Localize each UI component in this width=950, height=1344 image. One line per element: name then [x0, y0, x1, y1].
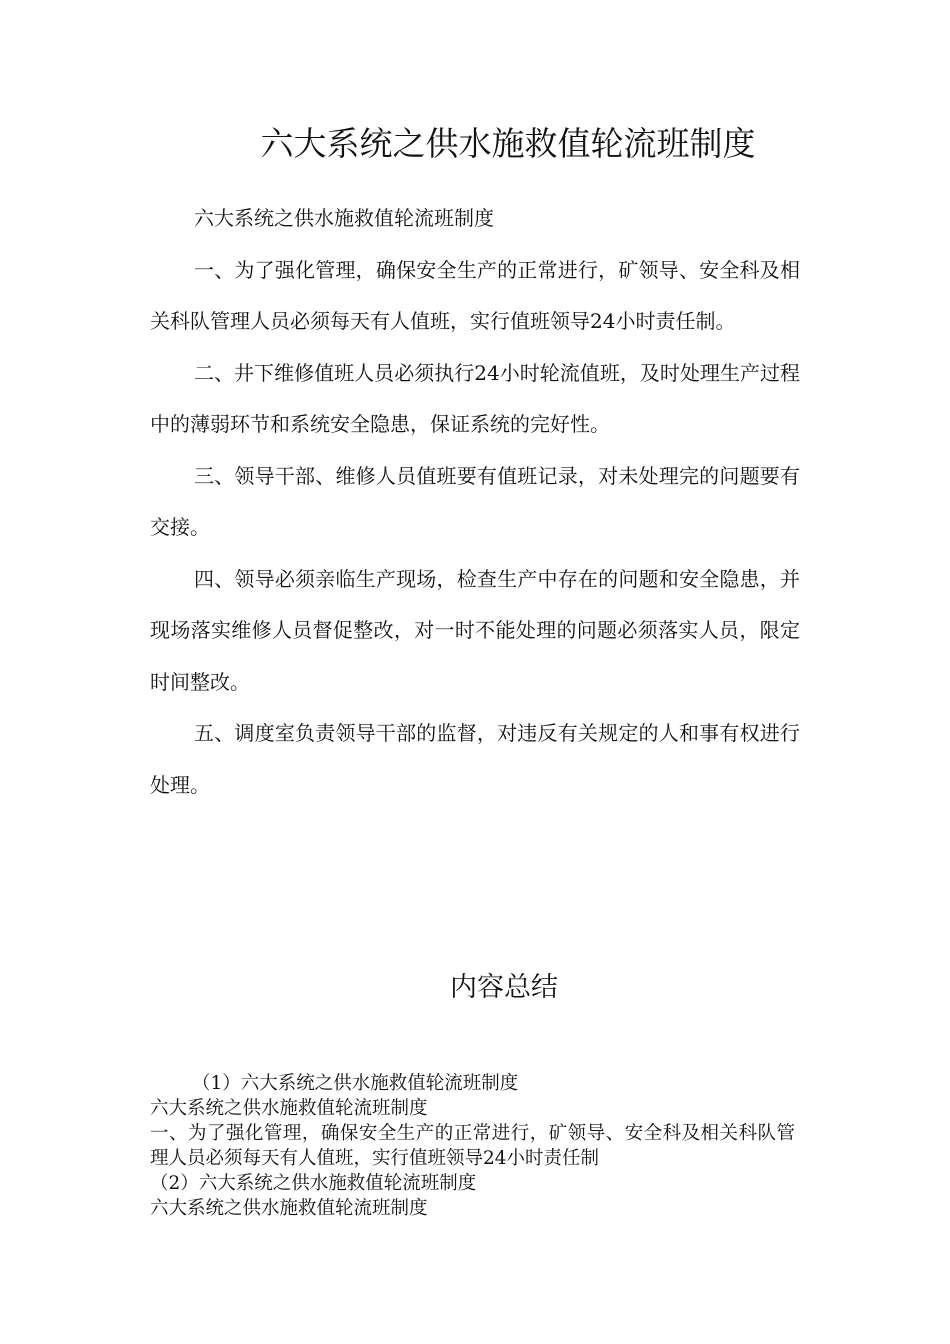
paragraph-4: 四、领导必须亲临生产现场，检查生产中存在的问题和安全隐患，并现场落实维修人员督促整改，对一时不能处理的问题必须落实人员，限定时间整改。: [150, 566, 800, 694]
paragraph-5: 五、调度室负责领导干部的监督，对违反有关规定的人和事有权进行处理。: [150, 721, 800, 797]
paragraph-intro: 六大系统之供水施救值轮流班制度: [194, 206, 494, 230]
summary-section: [150, 1071, 800, 1221]
summary-item-line: 六大系统之供水施救值轮流班制度: [150, 1098, 428, 1119]
document-body: [150, 193, 800, 811]
summary-item-heading: （1）六大系统之供水施救值轮流班制度: [192, 1073, 519, 1094]
document-title: 六大系统之供水施救值轮流班制度: [260, 124, 756, 163]
paragraph-3: 三、领导干部、维修人员值班要有值班记录，对未处理完的问题要有交接。: [150, 463, 800, 539]
summary-item-line: 一、为了强化管理，确保安全生产的正常进行，矿领导、安全科及相关科队管理人员必须每天有人值班，实行值班领导24小时责任制: [150, 1123, 795, 1169]
paragraph-2: 二、井下维修值班人员必须执行24小时轮流值班，及时处理生产过程中的薄弱环节和系统安全隐患，保证系统的完好性。: [150, 360, 800, 436]
summary-item-heading: （2）六大系统之供水施救值轮流班制度: [150, 1173, 477, 1194]
summary-title: 内容总结: [450, 972, 558, 1003]
summary-item-line: 六大系统之供水施救值轮流班制度: [150, 1198, 428, 1219]
paragraph-1: 一、为了强化管理，确保安全生产的正常进行，矿领导、安全科及相关科队管理人员必须每天有人值班，实行值班领导24小时责任制。: [150, 257, 800, 333]
